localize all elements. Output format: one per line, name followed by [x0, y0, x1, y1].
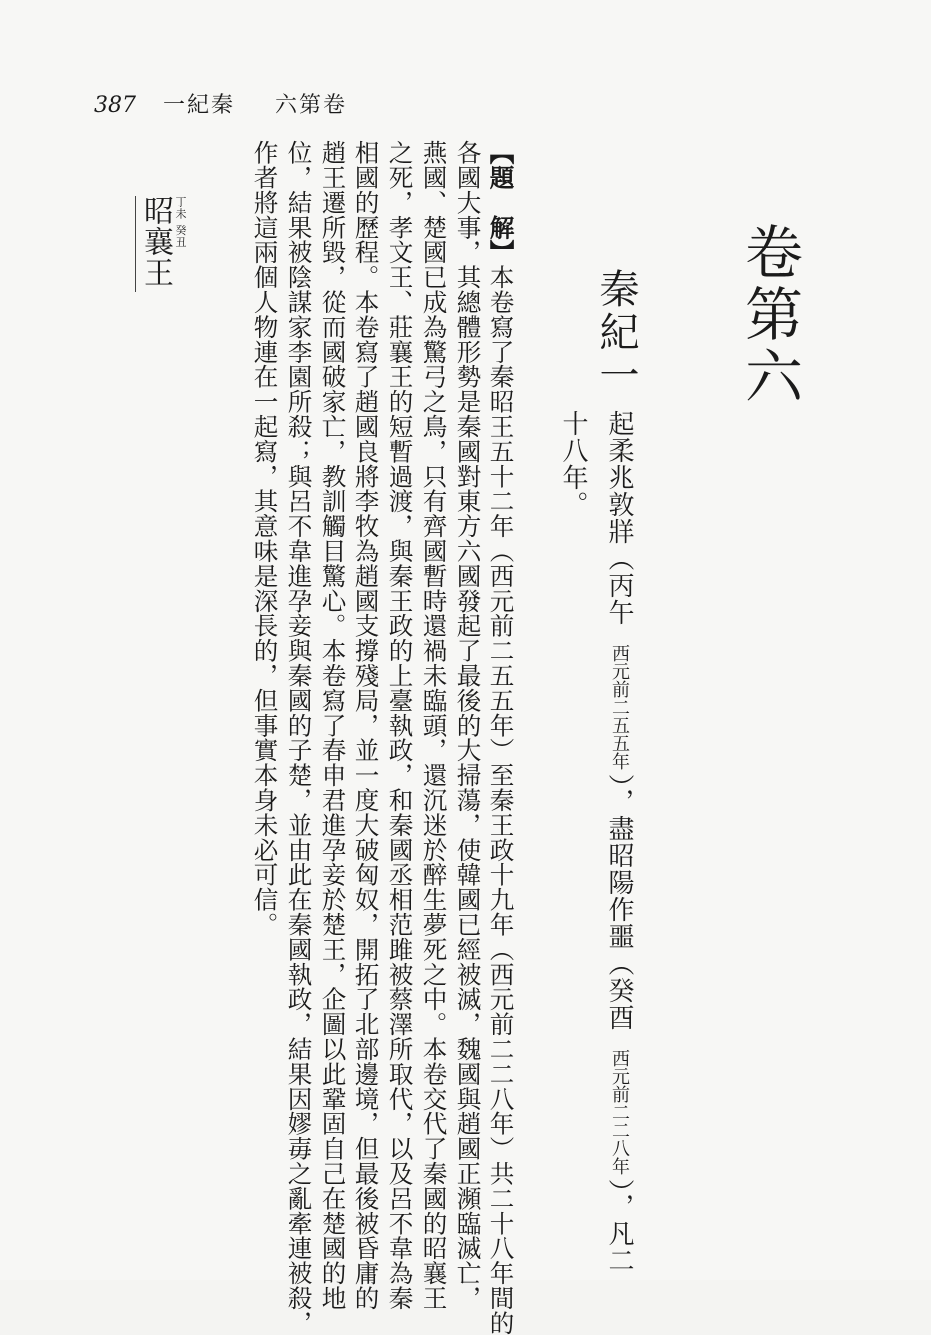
note-column-3: 燕國、楚國已成為驚弓之鳥，只有齊國暫時還禍未臨頭，還沉迷於醉生夢死之中。本卷交代了秦國的昭襄王: [421, 140, 446, 1310]
note-column-7: 位，結果被陰謀家李園所殺；與呂不韋進孕妾與秦國的子楚，並由此在秦國執政，結果因嫪毐之亂牽連被殺，: [286, 140, 311, 1335]
volume-title: 卷第六: [740, 222, 798, 408]
year-range-line-1: [606, 410, 632, 1274]
note-column-6: 趙王遷所毀，從而國破家亡，教訓觸目驚心。本卷寫了春申君進孕妾於楚王，企圖以此鞏固自己在楚國的地: [320, 140, 345, 1310]
king-date: 丁未 癸丑: [172, 196, 188, 249]
page-number: 387: [94, 93, 136, 118]
range-small-2: 西元前二二八年: [609, 1049, 630, 1175]
note-column-5: 相國的歷程。本卷寫了趙國良將李牧為趙國支撐殘局，並一度大破匈奴，開拓了北部邊境，但最後被昏庸的: [353, 140, 378, 1310]
range-text-a: 起柔兆敦牂（丙午: [604, 410, 634, 626]
running-header: [94, 88, 347, 119]
range-small-1: 西元前二五五年: [609, 644, 630, 770]
king-name: 昭襄王: [140, 195, 170, 288]
range-text-c: ），凡二: [604, 1179, 634, 1274]
margin-rule: [135, 196, 136, 292]
header-section: 一紀秦: [163, 93, 235, 118]
note-column-4: 之死，孝文王、莊襄王的短暫過渡，與秦王政的上臺執政，和秦國丞相范雎被蔡澤所取代，以及呂不韋為秦: [387, 140, 412, 1310]
header-volume: 六第卷: [275, 93, 347, 118]
note-column-2: 各國大事，其總體形勢是秦國對東方六國發起了最後的大掃蕩，使韓國已經被滅，魏國與趙國正瀕臨滅亡，: [455, 140, 480, 1310]
range-text-b: ），盡昭陽作噩（癸酉: [604, 774, 634, 1031]
note-heading: 【題 解】: [488, 140, 513, 265]
note-text-1: 本卷寫了秦昭王五十二年（西元前二五五年）至秦王政十九年（西元前二二八年）共二十八年間的: [487, 265, 516, 1335]
year-range-line-2: 十八年。: [560, 410, 586, 518]
chronicle-title: 秦紀一: [596, 268, 636, 397]
note-column-1: [488, 140, 513, 1335]
note-column-8: 作者將這兩個人物連在一起寫，其意味是深長的，但事實本身未必可信。: [252, 140, 277, 937]
